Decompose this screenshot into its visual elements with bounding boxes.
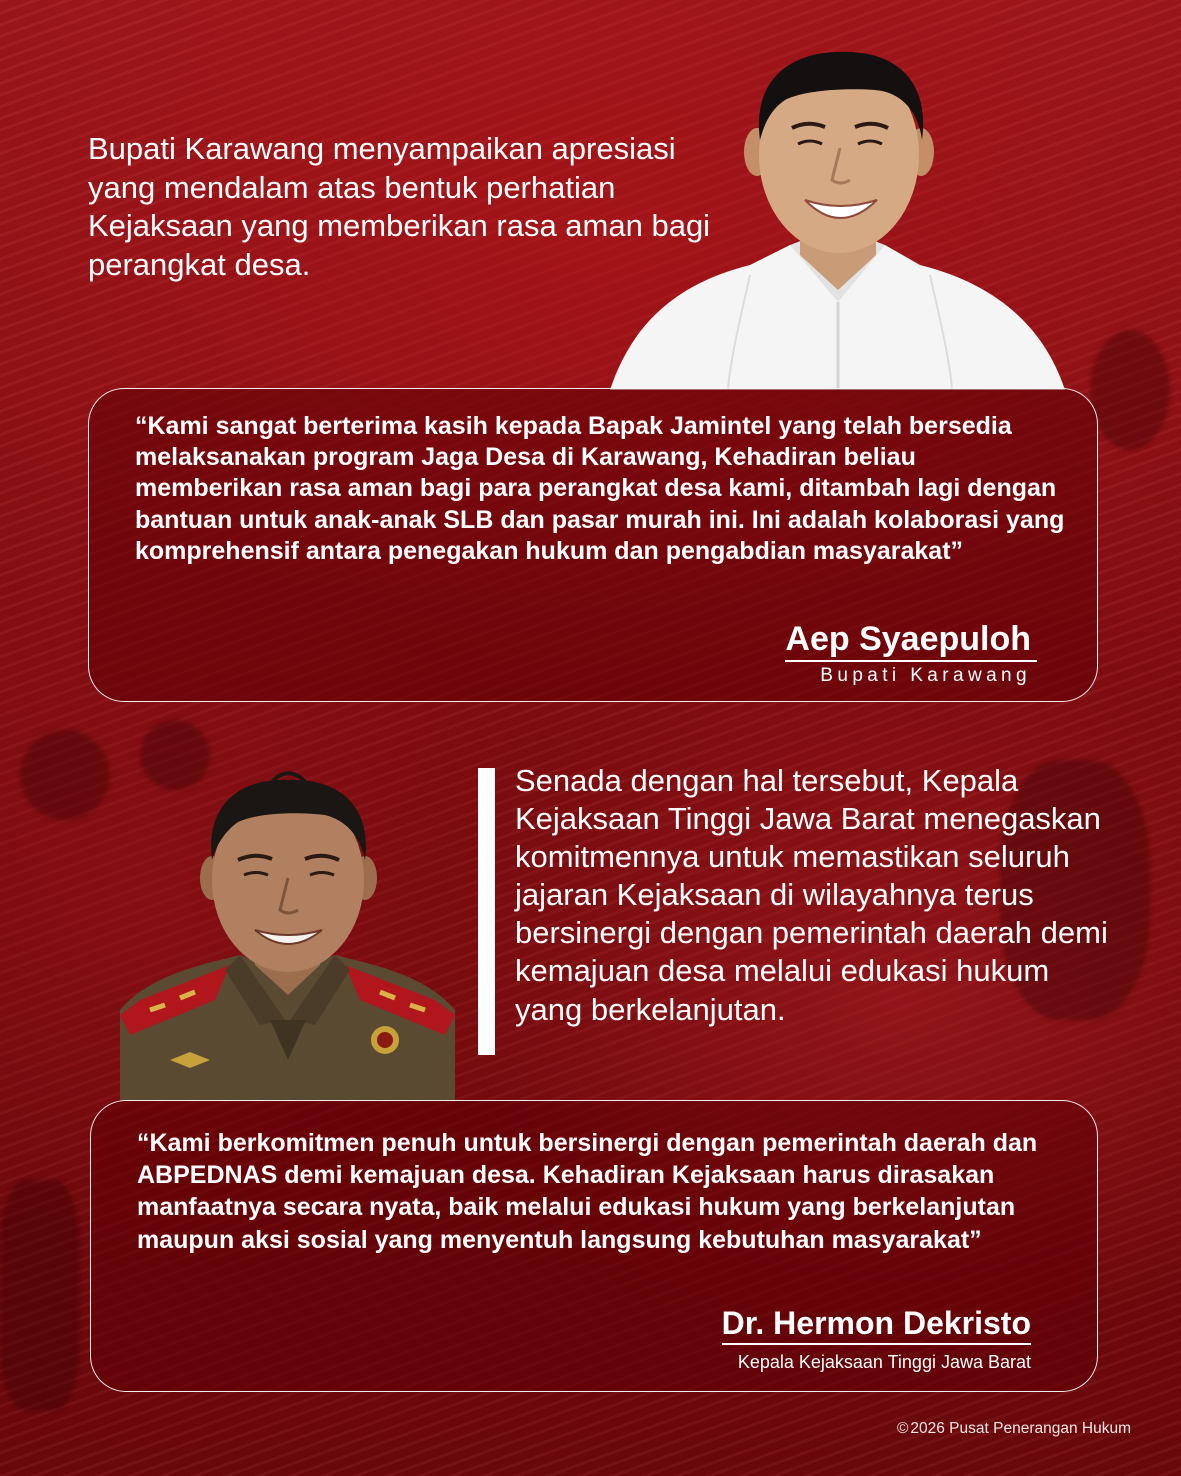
speaker-name-bupati: Aep Syaepuloh <box>785 619 1037 662</box>
speaker-role-kajati: Kepala Kejaksaan Tinggi Jawa Barat <box>737 1352 1031 1372</box>
quote-box-bupati <box>88 388 1098 702</box>
copyright-notice <box>897 1420 1131 1438</box>
copyright-text: 2026 Pusat Penerangan Hukum <box>910 1420 1131 1437</box>
quote-text-bupati: “Kami sangat berterima kasih kepada Bapak Jamintel yang telah bersedia melaksanakan program Jaga Desa di Karawang, Kehadiran beliau memberikan rasa aman bagi para perangkat desa kami, ditambah lagi dengan bantuan untuk anak-anak SLB dan pasar murah ini. Ini adalah kolaborasi yang komprehensif antara penegakan hukum dan pengabdian masyarakat” <box>135 412 1065 565</box>
kajati-portrait-photo <box>120 760 455 1100</box>
speaker-role-bupati: Bupati Karawang <box>820 665 1031 686</box>
statement-text: Senada dengan hal tersebut, Kepala Kejaksaan Tinggi Jawa Barat menegaskan komitmennya untuk memastikan seluruh jajaran Kejaksaan di wilayahnya terus bersinergi dengan pemerintah daerah demi kemajuan desa melalui edukasi hukum yang berkelanjutan. <box>515 763 1108 1027</box>
background-crowd-shape <box>20 730 110 820</box>
intro-text: Bupati Karawang menyampaikan apresiasi yang mendalam atas bentuk perhatian Kejaksaan yang memberikan rasa aman bagi perangkat desa. <box>88 131 711 282</box>
quote-text-kajati: “Kami berkomitmen penuh untuk bersinergi dengan pemerintah daerah dan ABPEDNAS demi kemajuan desa. Kehadiran Kejaksaan harus dirasakan manfaatnya secara nyata, baik melalui edukasi hukum yang berkelanjutan maupun aksi sosial yang menyentuh langsung kebutuhan masyarakat” <box>137 1129 1038 1254</box>
background-crowd-shape <box>1090 330 1170 450</box>
background-crowd-shape <box>0 1180 80 1410</box>
copyright-icon: © <box>896 1420 909 1437</box>
speaker-name-kajati: Dr. Hermon Dekristo <box>722 1304 1031 1345</box>
bupati-portrait-photo <box>600 40 1070 390</box>
quote-box-kajati <box>90 1100 1098 1392</box>
statement-accent-bar <box>478 768 495 1055</box>
